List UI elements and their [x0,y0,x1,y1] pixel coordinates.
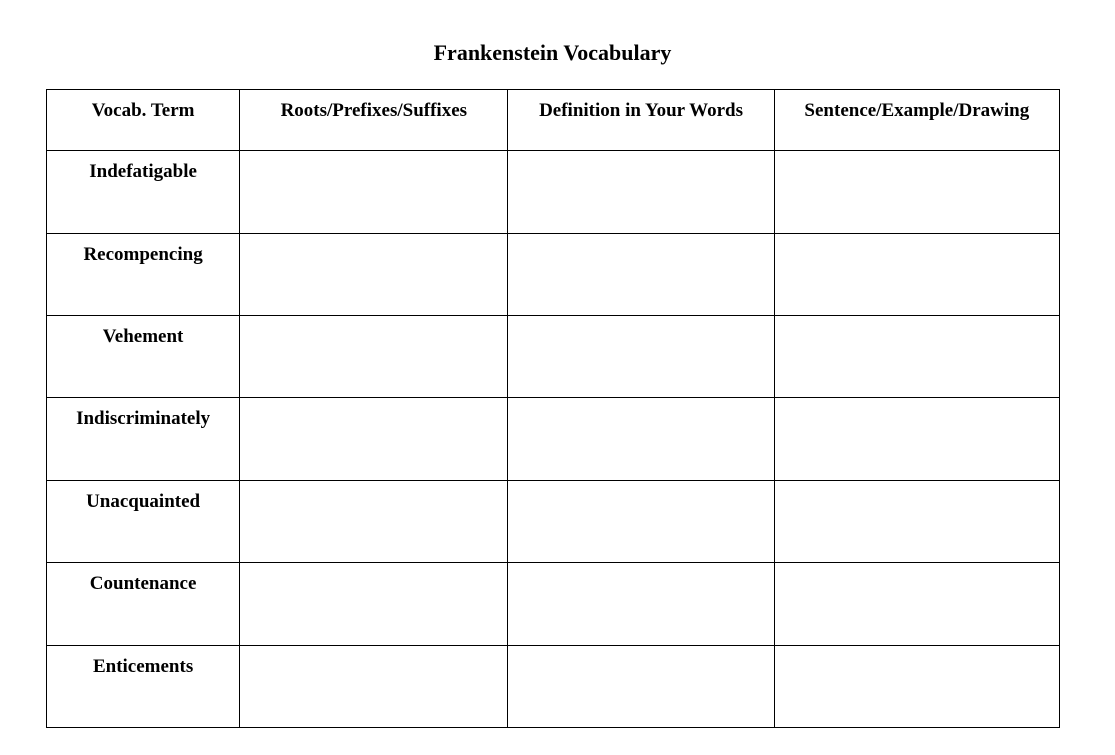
table-row [47,480,1060,562]
table-row [47,398,1060,480]
roots-cell[interactable] [240,398,508,480]
table-row [47,233,1060,315]
roots-cell[interactable] [240,233,508,315]
roots-cell[interactable] [240,151,508,233]
sentence-cell[interactable] [774,563,1059,645]
roots-cell[interactable] [240,645,508,727]
definition-cell[interactable] [508,316,774,398]
definition-cell[interactable] [508,233,774,315]
definition-cell[interactable] [508,645,774,727]
table-row [47,151,1060,233]
vocab-term-cell: Vehement [47,316,240,398]
vocab-term-cell: Countenance [47,563,240,645]
sentence-cell[interactable] [774,398,1059,480]
definition-cell[interactable] [508,151,774,233]
vocab-term-cell: Unacquainted [47,480,240,562]
vocab-term-cell: Recompencing [47,233,240,315]
header-roots-prefixes-suffixes: Roots/Prefixes/Suffixes [240,90,508,151]
roots-cell[interactable] [240,563,508,645]
sentence-cell[interactable] [774,151,1059,233]
vocab-term-cell: Enticements [47,645,240,727]
page-title: Frankenstein Vocabulary [433,40,672,65]
vocab-term-cell: Indiscriminately [47,398,240,480]
table-row [47,645,1060,727]
sentence-cell[interactable] [774,645,1059,727]
table-header-row [47,90,1060,151]
header-sentence-example-drawing: Sentence/Example/Drawing [774,90,1059,151]
vocabulary-table [46,89,1060,728]
definition-cell[interactable] [508,563,774,645]
definition-cell[interactable] [508,480,774,562]
header-vocab-term: Vocab. Term [47,90,240,151]
vocab-term-cell: Indefatigable [47,151,240,233]
table-row [47,563,1060,645]
sentence-cell[interactable] [774,233,1059,315]
sentence-cell[interactable] [774,480,1059,562]
header-definition: Definition in Your Words [508,90,774,151]
roots-cell[interactable] [240,316,508,398]
table-row [47,316,1060,398]
roots-cell[interactable] [240,480,508,562]
sentence-cell[interactable] [774,316,1059,398]
definition-cell[interactable] [508,398,774,480]
